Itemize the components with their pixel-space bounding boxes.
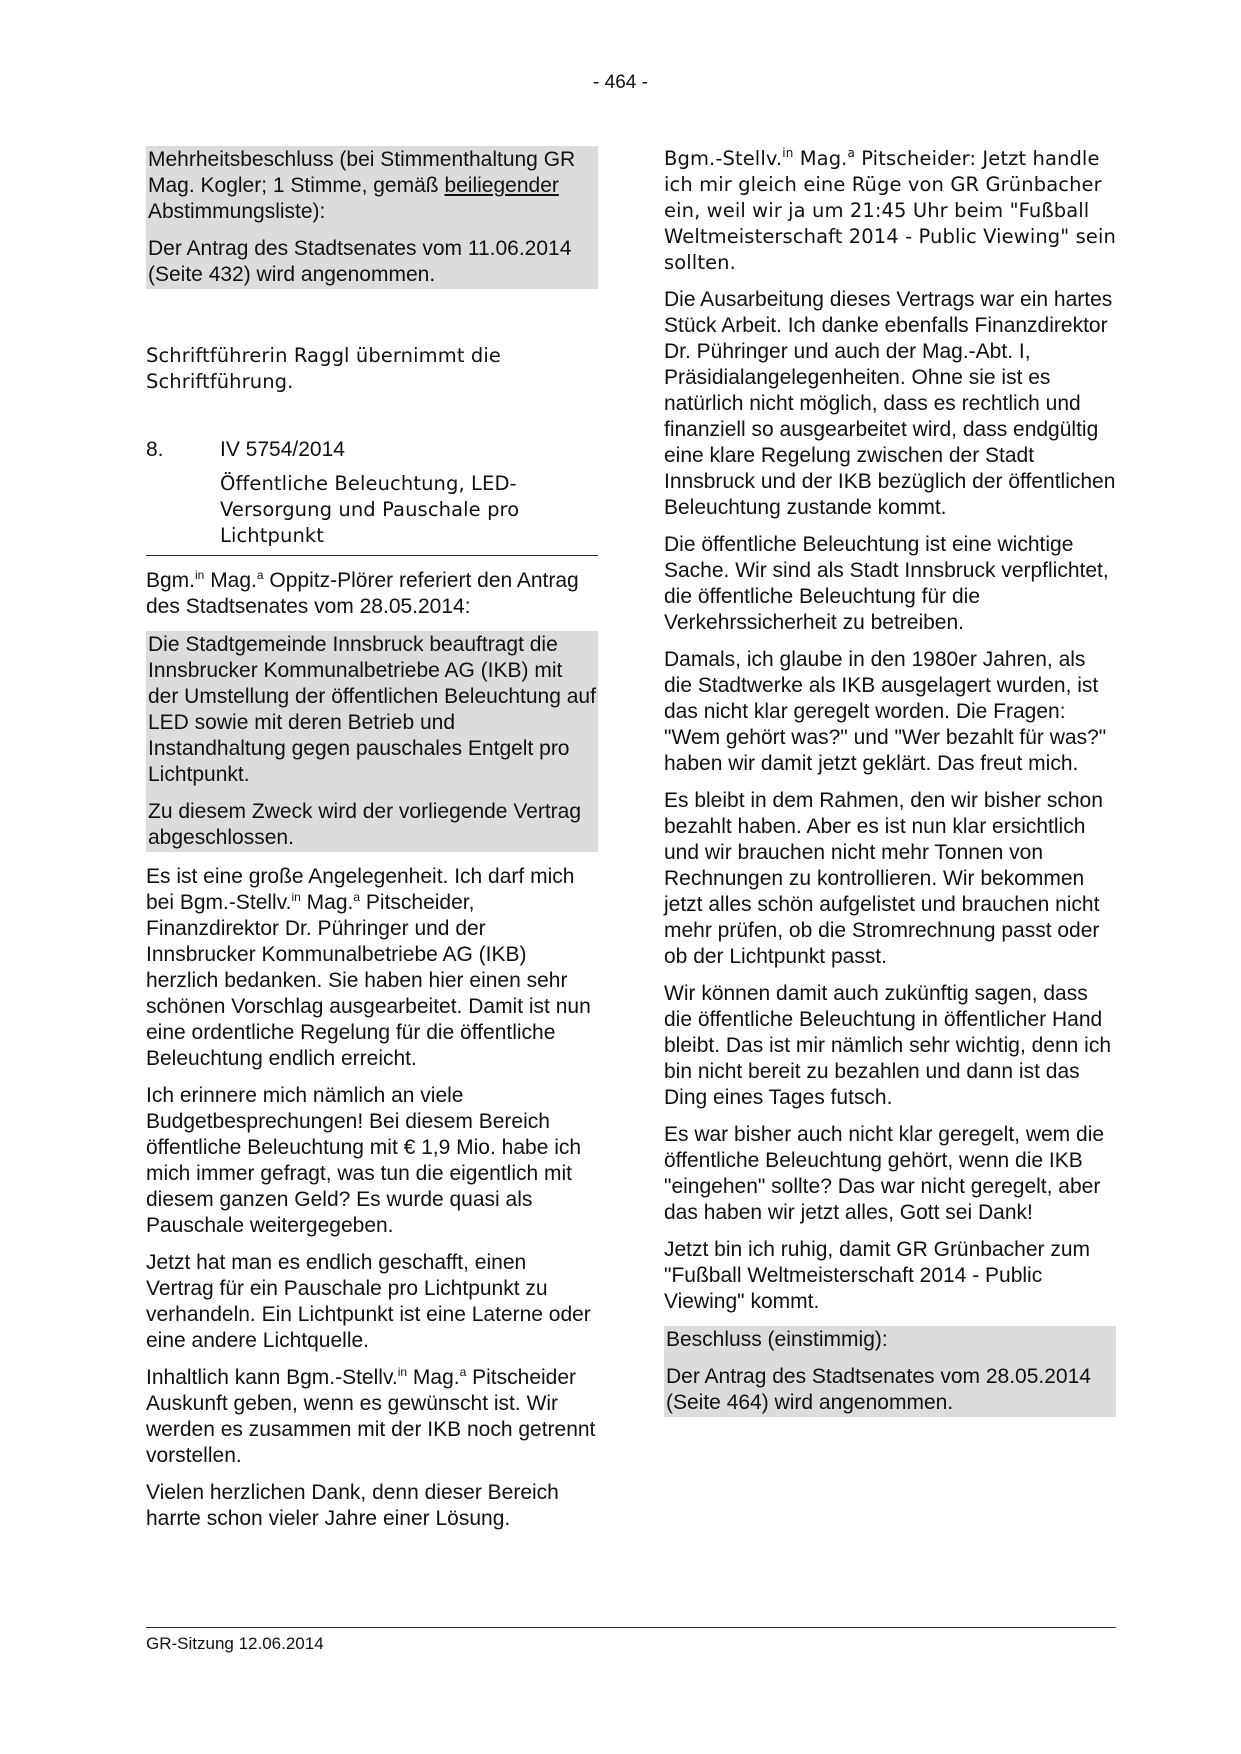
motion-text: Die Stadtgemeinde Innsbruck beauftragt die Innsbrucker Kommunalbetriebe AG (IKB) mit der Umstellung der öffentlichen Beleuchtung auf LED sowie mit deren Betrieb und Instandhaltung gegen pauschales Entgelt pro Lichtpunkt. xyxy=(148,633,596,786)
paragraph-contract: Jetzt hat man es endlich geschafft, einen Vertrag für ein Pauschale pro Lichtpunkt zu verhandeln. Ein Lichtpunkt ist eine Laterne oder eine andere Lichtquelle. xyxy=(146,1251,591,1352)
resolution-result: Der Antrag des Stadtsenates vom 11.06.2014 (Seite 432) wird angenommen. xyxy=(148,237,572,286)
paragraph-unclear: Es war bisher auch nicht klar geregelt, wem die öffentliche Beleuchtung gehört, wenn die IKB "eingehen" sollte? Das war nicht geregelt, aber das haben wir jetzt alles, Gott sei Dank! xyxy=(664,1123,1105,1224)
paragraph-closing: Vielen herzlichen Dank, denn dieser Bereich harrte schon vieler Jahre einer Lösung. xyxy=(146,1481,559,1530)
paragraph-info: Inhaltlich kann Bgm.-Stellv.$^{in}$ Mag.$^a$ Pitscheider Auskunft geben, wenn es gewünscht ist. Wir werden es zusammen mit der IKB noch getrennt vorstellen. xyxy=(146,1365,596,1467)
decision-label: Beschluss (einstimmig): xyxy=(666,1328,888,1351)
paragraph-thanks: Es ist eine große Angelegenheit. Ich darf mich bei Bgm.-Stellv.$^{in}$ Mag.$^a$ Pitscheider, Finanzdirektor Dr. Pühringer und der Innsbrucker Kommunalbetriebe AG (IKB) herzlich bedanken. Sie haben hier einen sehr schönen Vorschlag ausgearbeitet. Damit ist nun eine ordentliche Regelung für die öffentliche Beleuchtung endlich erreicht. xyxy=(146,865,591,1070)
decision-result: Der Antrag des Stadtsenates vom 28.05.2014 (Seite 464) wird angenommen. xyxy=(666,1365,1091,1414)
right-column xyxy=(664,146,1116,1417)
secretary-note: Schriftführerin Raggl übernimmt die Schriftführung. xyxy=(146,344,501,393)
paragraph-history: Damals, ich glaube in den 1980er Jahren, als die Stadtwerke als IKB ausgelagert wurden, ist das nicht klar geregelt worden. Die Fragen: "Wem gehört was?" und "Wer bezahlt für was?" haben wir damit jetzt geklärt. Das freut mich. xyxy=(664,648,1107,775)
paragraph-future: Wir können damit auch zukünftig sagen, dass die öffentliche Beleuchtung in öffentlicher Hand bleibt. Das ist mir nämlich sehr wichtig, denn ich bin nicht bereit zu bezahlen und dann ist das Ding eines Tages futsch. xyxy=(664,982,1112,1109)
speaker-statement: Bgm.-Stellv.$^{in}$ Mag.$^a$ Pitscheider: Jetzt handle ich mir gleich eine Rüge von GR Grünbacher ein, weil wir ja um 21:45 Uhr beim "Fußball Weltmeisterschaft 2014 - Public Viewing" sein sollten. xyxy=(664,146,1116,274)
resolution-text: Mehrheitsbeschluss (bei Stimmenthaltung GR Mag. Kogler; 1 Stimme, gemäß beiliegender Abstimmungsliste): xyxy=(148,148,576,223)
page-number: - 464 - xyxy=(593,72,648,93)
motion-purpose: Zu diesem Zweck wird der vorliegende Vertrag abgeschlossen. xyxy=(148,800,582,849)
speaker-intro: Bgm.$^{in}$ Mag.$^a$ Oppitz-Plörer referiert den Antrag des Stadtsenates vom 28.05.2014: xyxy=(146,568,579,618)
motion-box xyxy=(146,631,598,852)
footer-divider xyxy=(146,1627,1116,1628)
paragraph-work: Die Ausarbeitung dieses Vertrags war ein hartes Stück Arbeit. Ich danke ebenfalls Finanzdirektor Dr. Pühringer und auch der Mag.-Abt. I, Präsidialangelegenheiten. Ohne sie ist es natürlich nicht möglich, dass es rechtlich und finanziell so ausgearbeitet wird, dass endgültig eine klare Regelung zwischen der Stadt Innsbruck und der IKB bezüglich der öffentlichen Beleuchtung zustande kommt. xyxy=(664,288,1116,519)
paragraph-important: Die öffentliche Beleuchtung ist eine wichtige Sache. Wir sind als Stadt Innsbruck verpflichtet, die öffentliche Beleuchtung für die Verkehrssicherheit zu betreiben. xyxy=(664,533,1109,634)
resolution-box xyxy=(146,146,598,289)
decision-box xyxy=(664,1326,1116,1417)
paragraph-calm: Jetzt bin ich ruhig, damit GR Grünbacher zum "Fußball Weltmeisterschaft 2014 - Public Viewing" kommt. xyxy=(664,1238,1091,1313)
agenda-reference: IV 5754/2014 xyxy=(220,438,345,461)
agenda-title: Öffentliche Beleuchtung, LED-Versorgung und Pauschale pro Lichtpunkt xyxy=(220,472,520,547)
attachment-link: beiliegender xyxy=(444,174,559,197)
footer-text: GR-Sitzung 12.06.2014 xyxy=(146,1634,324,1653)
agenda-number: 8. xyxy=(146,438,164,461)
agenda-item xyxy=(146,437,598,556)
paragraph-budget: Ich erinnere mich nämlich an viele Budgetbesprechungen! Bei diesem Bereich öffentliche Beleuchtung mit € 1,9 Mio. habe ich mich immer gefragt, was tun die eigentlich mit diesem ganzen Geld? Es wurde quasi als Pauschale weitergegeben. xyxy=(146,1084,582,1237)
left-column xyxy=(146,146,598,1543)
paragraph-frame: Es bleibt in dem Rahmen, den wir bisher schon bezahlt haben. Aber es ist nun klar ersichtlich und wir brauchen nicht mehr Tonnen von Rechnungen zu kontrollieren. Wir bekommen jetzt alles schön aufgelistet und brauchen nicht mehr prüfen, ob die Stromrechnung passt oder ob der Lichtpunkt passt. xyxy=(664,789,1103,968)
